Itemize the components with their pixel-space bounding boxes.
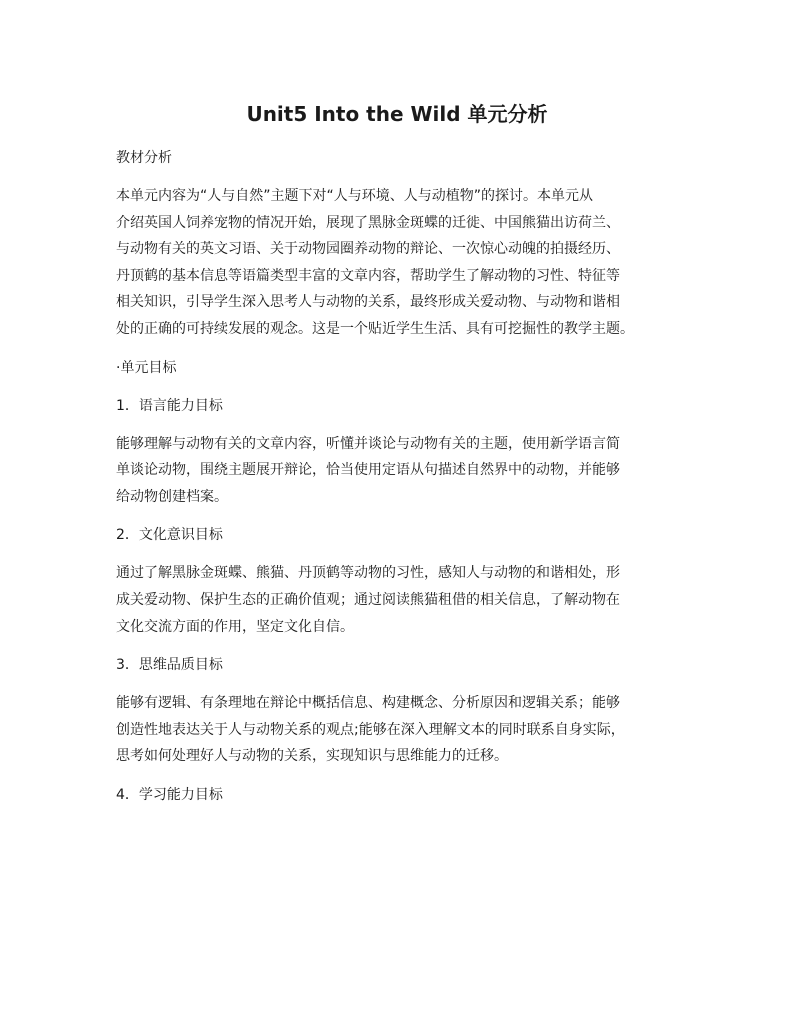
text-line: 思考如何处理好人与动物的关系，实现知识与思维能力的迁移。 (116, 748, 508, 765)
paragraph-thinking-quality (116, 690, 684, 770)
paragraph-textbook-analysis (116, 183, 684, 343)
text-line: 介绍英国人饲养宠物的情况开始，展现了黑脉金斑蝶的迁徙、中国熊猫出访荷兰、 (116, 214, 620, 231)
section-heading-textbook-analysis: 教材分析 (116, 150, 172, 166)
paragraph-cultural-awareness (116, 560, 684, 640)
document-body (116, 145, 684, 820)
text-line: 给动物创建档案。 (116, 488, 228, 505)
text-line: 能够理解与动物有关的文章内容，听懂并谈论与动物有关的主题，使用新学语言简 (116, 435, 620, 452)
text-line: 通过了解黑脉金斑蝶、熊猫、丹顶鹤等动物的习性，感知人与动物的和谐相处，形 (116, 565, 620, 582)
text-line: 处的正确的可持续发展的观念。这是一个贴近学生生活、具有可挖掘性的教学主题。 (116, 320, 634, 337)
section-heading-unit-goals: ·单元目标 (116, 359, 177, 376)
text-line: 成关爱动物、保护生态的正确价值观；通过阅读熊猫租借的相关信息，了解动物在 (116, 591, 620, 608)
text-line: 丹顶鹤的基本信息等语篇类型丰富的文章内容，帮助学生了解动物的习性、特征等 (116, 267, 620, 284)
page-title: Unit5 Into the Wild 单元分析 (246, 102, 548, 126)
paragraph-language-ability (116, 431, 684, 511)
text-line: 相关知识，引导学生深入思考人与动物的关系，最终形成关爱动物、与动物和谐相 (116, 294, 620, 311)
subheading-cultural-awareness: 2．文化意识目标 (116, 527, 223, 544)
text-line: 本单元内容为“人与自然”主题下对“人与环境、人与动植物”的探讨。本单元从 (116, 188, 594, 204)
text-line: 能够有逻辑、有条理地在辩论中概括信息、构建概念、分析原因和逻辑关系；能够 (116, 695, 620, 712)
text-line: 创造性地表达关于人与动物关系的观点;能够在深入理解文本的同时联系自身实际， (116, 721, 625, 738)
text-line: 文化交流方面的作用，坚定文化自信。 (116, 618, 354, 635)
subheading-thinking-quality: 3．思维品质目标 (116, 657, 223, 674)
subheading-language-ability: 1．语言能力目标 (116, 397, 223, 414)
subheading-learning-ability: 4．学习能力目标 (116, 786, 223, 803)
text-line: 单谈论动物，围绕主题展开辩论，恰当使用定语从句描述自然界中的动物，并能够 (116, 462, 620, 479)
text-line: 与动物有关的英文习语、关于动物园圈养动物的辩论、一次惊心动魄的拍摄经历、 (116, 241, 620, 258)
